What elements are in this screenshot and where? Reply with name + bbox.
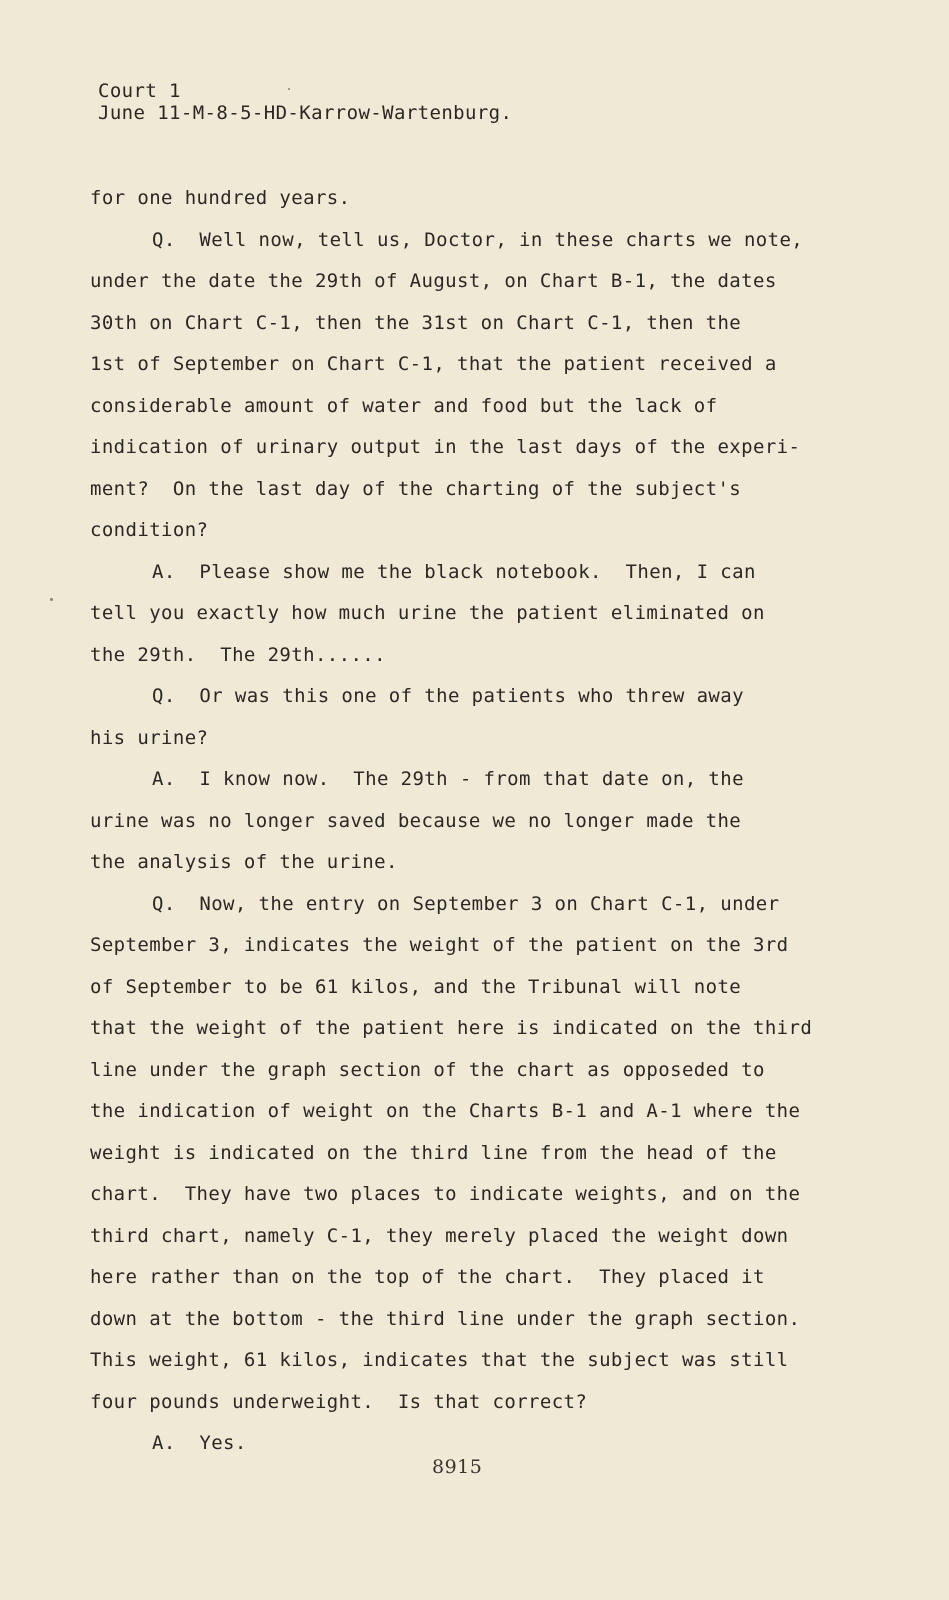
paper-speck bbox=[50, 598, 53, 601]
transcript-line: his urine? bbox=[90, 726, 209, 749]
session-reference: June 11-M-8-5-HD-Karrow-Wartenburg. bbox=[98, 102, 513, 124]
court-label: Court 1 bbox=[98, 80, 181, 102]
transcript-line: here rather than on the top of the chart. They placed it bbox=[90, 1266, 765, 1288]
transcript-line: under the date the 29th of August, on Chart B-1, the dates bbox=[90, 270, 777, 292]
answer-line: A. Yes. bbox=[152, 1432, 247, 1454]
transcript-line: urine was no longer saved because we no longer made the bbox=[90, 809, 742, 832]
answer-line: A. Please show me the black notebook. Then, I can bbox=[152, 560, 756, 583]
transcript-line: the 29th. The 29th...... bbox=[90, 643, 386, 666]
question-line: Q. Now, the entry on September 3 on Chart C-1, under bbox=[152, 892, 780, 915]
transcript-line: third chart, namely C-1, they merely placed the weight down bbox=[90, 1224, 789, 1247]
transcript-line: that the weight of the patient here is indicated on the third bbox=[90, 1017, 813, 1039]
transcript-line: four pounds underweight. Is that correct? bbox=[90, 1390, 588, 1413]
transcript-line: This weight, 61 kilos, indicates that the subject was still bbox=[90, 1349, 789, 1371]
answer-line: A. I know now. The 29th - from that date on, the bbox=[152, 768, 744, 790]
page-number: 8915 bbox=[432, 1456, 483, 1478]
transcript-line: 1st of September on Chart C-1, that the patient received a bbox=[90, 353, 777, 375]
question-line: Q. Or was this one of the patients who threw away bbox=[152, 685, 744, 707]
transcript-line: of September to be 61 kilos, and the Tribunal will note bbox=[90, 975, 742, 998]
transcript-line: down at the bottom - the third line under the graph section. bbox=[90, 1307, 801, 1330]
page-header bbox=[98, 80, 512, 124]
transcript-line: ment? On the last day of the charting of the subject's bbox=[90, 477, 742, 500]
transcript-line: condition? bbox=[90, 519, 209, 541]
question-line: Q. Well now, tell us, Doctor, in these charts we note, bbox=[152, 228, 804, 251]
transcript-line: September 3, indicates the weight of the patient on the 3rd bbox=[90, 934, 789, 956]
transcript-line: weight is indicated on the third line from the head of the bbox=[90, 1141, 777, 1164]
transcript-line: 30th on Chart C-1, then the 31st on Chart C-1, then the bbox=[90, 311, 742, 334]
transcript-line: line under the graph section of the chart as opposeded to bbox=[90, 1058, 765, 1081]
transcript-line: the indication of weight on the Charts B-1 and A-1 where the bbox=[90, 1100, 801, 1122]
transcript-body bbox=[90, 178, 850, 1465]
transcript-line: chart. They have two places to indicate weights, and on the bbox=[90, 1183, 801, 1205]
transcript-line: tell you exactly how much urine the patient eliminated on bbox=[90, 602, 765, 624]
transcript-line: indication of urinary output in the last days of the experi- bbox=[90, 436, 801, 458]
transcript-line: for one hundred years. bbox=[90, 187, 351, 209]
paper-speck bbox=[288, 88, 290, 90]
transcript-line: the analysis of the urine. bbox=[90, 851, 398, 873]
transcript-line: considerable amount of water and food but the lack of bbox=[90, 394, 718, 417]
